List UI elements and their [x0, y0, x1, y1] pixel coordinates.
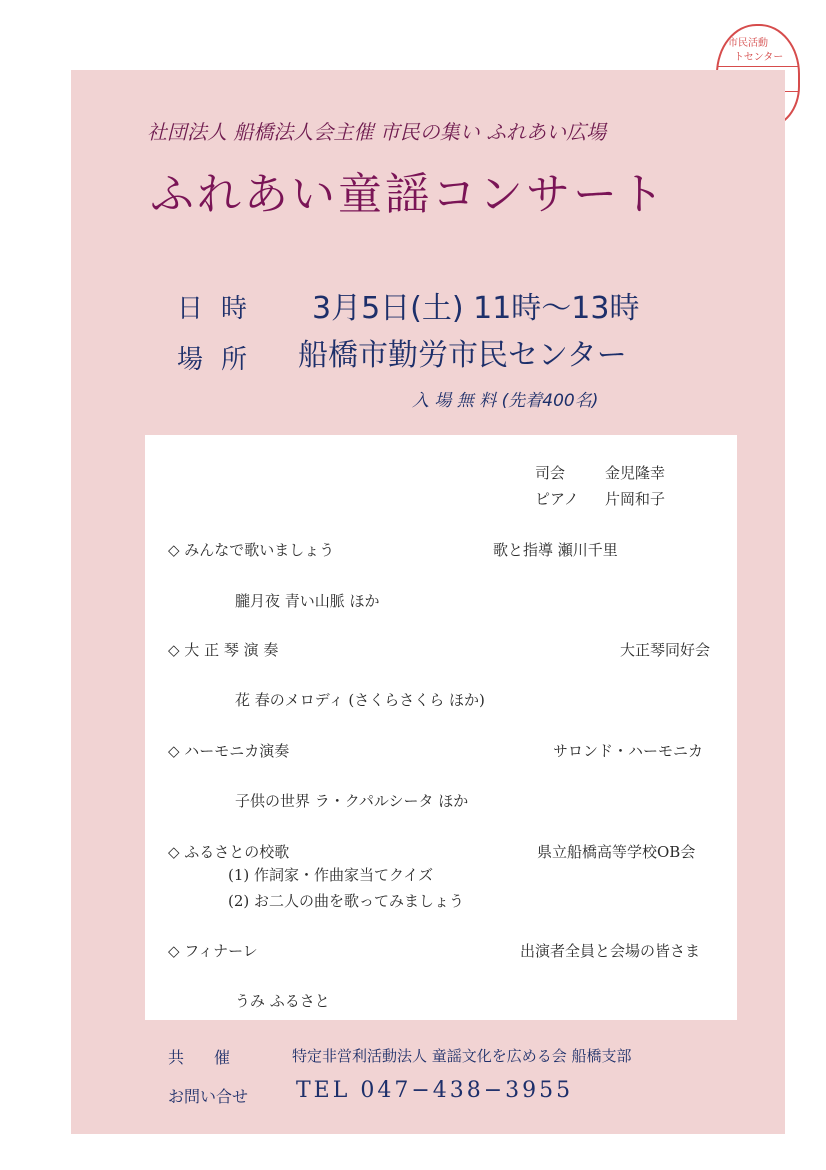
program-item-performer: 大正琴同好会 [620, 641, 711, 659]
program-item-detail: 花 春のメロディ (さくらさくら ほか) [235, 691, 485, 709]
organizer-subtitle: 社団法人 船橋法人会主催 市民の集い ふれあい広場 [147, 120, 607, 144]
program-item-detail: 子供の世界 ラ・クパルシータ ほか [235, 792, 469, 810]
staff-role: ピアノ [535, 490, 579, 508]
program-item-detail: (2) お二人の曲を歌ってみましょう [228, 892, 465, 910]
program-item-title: ◇ ふるさとの校歌 [168, 843, 290, 861]
program-item-title: ◇ みんなで歌いましょう [168, 541, 335, 559]
cohost-value: 特定非営利活動法人 童謡文化を広める会 船橋支部 [292, 1047, 632, 1065]
program-item-title: ◇ 大 正 琴 演 奏 [168, 641, 279, 659]
date-label: 日時 [177, 294, 266, 324]
cohost-label: 共催 [168, 1048, 261, 1067]
program-item-detail: 朧月夜 青い山脈 ほか [235, 592, 380, 610]
admission-note: 入 場 無 料 (先着400名) [412, 391, 599, 411]
event-title: ふれあい童謡コンサート [150, 169, 667, 220]
program-item-performer: サロンド・ハーモニカ [553, 742, 704, 760]
stamp-line2: トセンター [734, 52, 784, 63]
place-value: 船橋市勤労市民センター [298, 338, 627, 373]
contact-label: お問い合せ [168, 1087, 249, 1106]
staff-role: 司会 [535, 464, 566, 482]
contact-phone: TEL 047−438−3955 [296, 1078, 574, 1103]
place-label: 場所 [177, 345, 266, 375]
stamp-divider [718, 66, 798, 67]
program-item-performer: 歌と指導 瀬川千里 [493, 541, 618, 559]
staff-name: 片岡和子 [605, 490, 666, 508]
stamp-line1: 市民活動 [728, 38, 768, 49]
program-item-detail: (1) 作詞家・作曲家当てクイズ [228, 866, 434, 884]
program-item-title: ◇ ハーモニカ演奏 [168, 742, 290, 760]
program-item-performer: 出演者全員と会場の皆さま [520, 942, 701, 960]
program-item-performer: 県立船橋高等学校OB会 [537, 843, 696, 861]
program-panel [145, 435, 737, 1020]
program-item-detail: うみ ふるさと [235, 992, 330, 1010]
staff-name: 金児隆幸 [605, 464, 666, 482]
date-value: 3月5日(土) 11時〜13時 [312, 291, 640, 326]
program-item-title: ◇ フィナーレ [168, 942, 258, 960]
